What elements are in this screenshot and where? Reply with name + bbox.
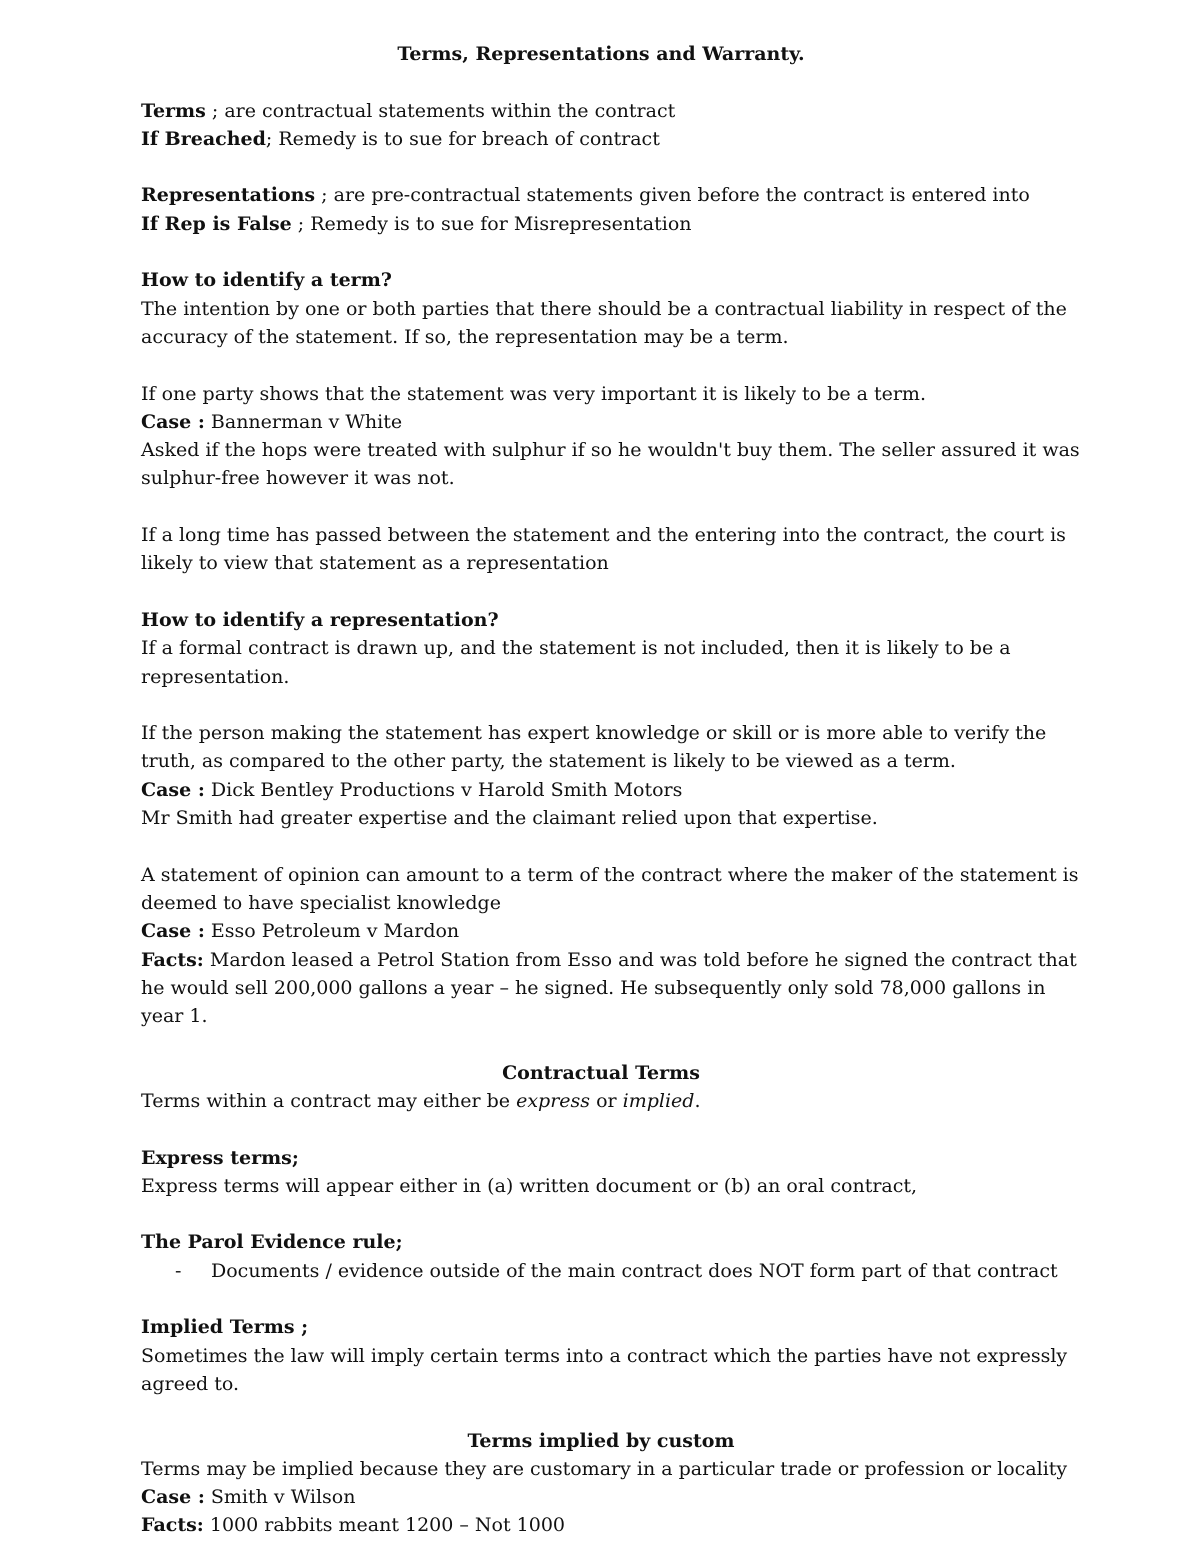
facts-text: 1000 rabbits meant 1200 – Not 1000 [203, 1514, 566, 1537]
paragraph-line: he would sell 200,000 gallons a year – he signed. He subsequently only sold 78,000 gallons in [141, 976, 1046, 999]
spacer [141, 493, 1061, 521]
bullet-item [141, 1257, 1061, 1285]
representations-definition [141, 181, 1061, 209]
paragraph-line: deemed to have specialist knowledge [141, 891, 501, 914]
express-word: express [516, 1089, 591, 1112]
paragraph-line: A statement of opinion can amount to a term of the contract where the maker of the statement is [141, 863, 1079, 886]
parol-evidence-heading: The Parol Evidence rule; [141, 1231, 403, 1254]
paragraph-line: If a long time has passed between the statement and the entering into the contract, the court is [141, 524, 1066, 547]
paragraph-line: Asked if the hops were treated with sulphur if so he wouldn't buy them. The seller assured it was [141, 439, 1080, 462]
case-label: Case : [141, 410, 205, 433]
paragraph-line: Mr Smith had greater expertise and the claimant relied upon that expertise. [141, 807, 878, 830]
facts-text: Mardon leased a Petrol Station from Esso and was told before he signed the contract that [203, 948, 1077, 971]
breach-label: If Breached [141, 127, 266, 150]
bullet-dash: - [175, 1259, 182, 1282]
rep-false-remedy [141, 210, 1061, 238]
intro-text: or [590, 1089, 623, 1112]
reps-text: are pre-contractual statements given before the contract is entered into [333, 184, 1030, 207]
case-citation [141, 776, 1061, 804]
paragraph-line: accuracy of the statement. If so, the representation may be a term. [141, 325, 789, 348]
facts-label: Facts: [141, 948, 204, 971]
rep-false-text: Remedy is to sue for Misrepresentation [310, 212, 692, 235]
paragraph-line: The intention by one or both parties that there should be a contractual liability in respect of the [141, 297, 1067, 320]
reps-label: Representations [141, 184, 316, 207]
facts-label: Facts: [141, 1514, 204, 1537]
custom-heading: Terms implied by custom [467, 1429, 735, 1452]
spacer [141, 1200, 1061, 1228]
case-name: Smith v Wilson [204, 1486, 356, 1509]
paragraph-line: sulphur-free however it was not. [141, 467, 455, 490]
paragraph-line: truth, as compared to the other party, the statement is likely to be viewed as a term. [141, 750, 956, 773]
express-terms-heading: Express terms; [141, 1146, 299, 1169]
spacer [141, 68, 1061, 96]
identify-rep-heading: How to identify a representation? [141, 608, 499, 631]
intro-text: . [694, 1089, 701, 1112]
paragraph-line: Express terms will appear either in (a) written document or (b) an oral contract, [141, 1174, 918, 1197]
contractual-terms-intro [141, 1087, 1061, 1115]
spacer [141, 1398, 1061, 1426]
rep-false-sep: ; [291, 212, 311, 235]
reps-sep: ; [315, 184, 334, 207]
identify-term-heading: How to identify a term? [141, 269, 392, 292]
case-label: Case : [141, 920, 205, 943]
facts-line [141, 1511, 1061, 1539]
breach-text: Remedy is to sue for breach of contract [278, 127, 660, 150]
document-title: Terms, Representations and Warranty. [397, 43, 805, 65]
case-citation [141, 917, 1061, 945]
document-page [141, 40, 1080, 1540]
case-label: Case : [141, 778, 205, 801]
spacer [141, 1285, 1061, 1313]
paragraph-line: If one party shows that the statement was very important it is likely to be a term. [141, 382, 926, 405]
bullet-text: Documents / evidence outside of the main contract does NOT form part of that contract [211, 1259, 1058, 1282]
facts-line [141, 946, 1077, 974]
case-citation [141, 1483, 1061, 1511]
spacer [141, 351, 1061, 379]
implied-terms-heading: Implied Terms ; [141, 1316, 309, 1339]
terms-sep: ; [205, 99, 225, 122]
case-name: Dick Bentley Productions v Harold Smith Motors [204, 778, 683, 801]
paragraph-line: If the person making the statement has expert knowledge or skill or is more able to verify the [141, 722, 1047, 745]
paragraph-line: likely to view that statement as a representation [141, 552, 609, 575]
terms-label: Terms [141, 99, 206, 122]
implied-word: implied [622, 1089, 695, 1112]
spacer [141, 1030, 1061, 1058]
case-label: Case : [141, 1486, 205, 1509]
spacer [141, 832, 1061, 860]
paragraph-line: Terms may be implied because they are customary in a particular trade or profession or locality [141, 1457, 1068, 1480]
paragraph-line: representation. [141, 665, 290, 688]
rep-false-label: If Rep is False [141, 212, 292, 235]
spacer [141, 1115, 1061, 1143]
paragraph-line: If a formal contract is drawn up, and the statement is not included, then it is likely to be a [141, 637, 1011, 660]
spacer [141, 691, 1061, 719]
contractual-terms-heading: Contractual Terms [502, 1061, 700, 1084]
case-citation [141, 408, 1061, 436]
case-name: Esso Petroleum v Mardon [204, 920, 460, 943]
spacer [141, 238, 1061, 266]
case-name: Bannerman v White [204, 410, 403, 433]
spacer [141, 153, 1061, 181]
paragraph-line: agreed to. [141, 1372, 240, 1395]
intro-text: Terms within a contract may either be [141, 1089, 517, 1112]
breach-sep: ; [265, 127, 279, 150]
spacer [141, 578, 1061, 606]
paragraph-line: Sometimes the law will imply certain terms into a contract which the parties have not expressly [141, 1344, 1068, 1367]
paragraph-line: year 1. [141, 1005, 208, 1028]
terms-text: are contractual statements within the contract [224, 99, 676, 122]
breach-remedy [141, 125, 1061, 153]
terms-definition [141, 97, 1061, 125]
